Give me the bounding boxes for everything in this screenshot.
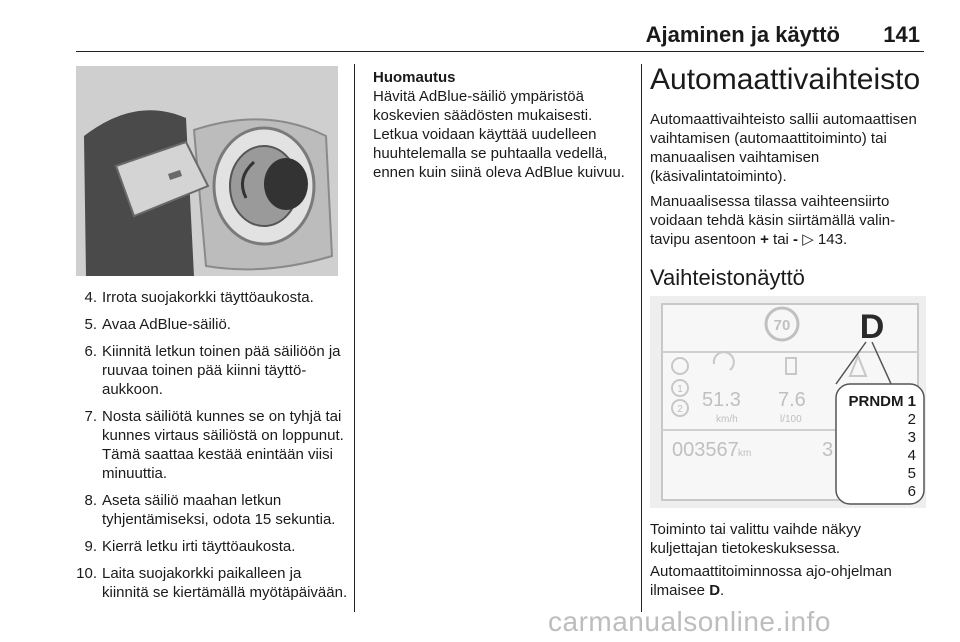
paragraph-manual-mode: Manuaalisessa tilassa vaihteensiirto voidaan tehdä käsin siirtämällä valintavipu asentoon + tai - ▷ 143. bbox=[650, 193, 896, 248]
paragraph-automatic-mode: Automaattitoiminnossa ajo-ohjelman ilmaisee D. bbox=[650, 563, 892, 599]
odometer-value: 003567 bbox=[672, 439, 739, 461]
list-item: 9. Kierrä letku irti täyttöaukosta. bbox=[84, 538, 296, 555]
column-divider-1 bbox=[354, 64, 355, 612]
page-reference-icon: ▷ bbox=[802, 231, 814, 248]
transmission-display-illustration bbox=[650, 296, 926, 508]
fuel-consumption-unit: l/100 bbox=[780, 414, 802, 425]
odometer-partial: 3 bbox=[822, 439, 834, 461]
list-item: 4. Irrota suojakorkki täyttöaukosta. bbox=[84, 289, 314, 306]
paragraph-intro: Automaattivaihteisto sallii automaattisen vaihtamisen (automaattitoiminto) tai manuaalisen vaihtamisen (käsivalintatoiminto). bbox=[650, 111, 917, 185]
list-item: 5. Avaa AdBlue-säiliö. bbox=[84, 316, 231, 333]
callout-gear-5: 5 bbox=[907, 465, 916, 482]
header-rule bbox=[76, 51, 924, 52]
note-title: Huomautus bbox=[373, 69, 456, 86]
column-divider-2 bbox=[641, 64, 642, 612]
steps-list bbox=[70, 288, 352, 610]
gear-indicator: D bbox=[859, 308, 885, 346]
watermark: carmanualsonline.info bbox=[548, 606, 831, 637]
callout-gear-4: 4 bbox=[907, 447, 916, 464]
trip-2-label: 2 bbox=[677, 404, 683, 415]
list-item: 8. Aseta säiliö maahan letkun tyhjentämiseksi, odota 15 sekuntia. bbox=[84, 492, 336, 528]
paragraph-display: Toiminto tai valittu vaihde näkyy kuljettajan tietokeskuksessa. bbox=[650, 521, 861, 557]
subsection-title: Vaihteistonäyttö bbox=[650, 265, 805, 290]
note-text: Hävitä AdBlue-säiliö ympäristöä koskevien säädösten mukaisesti. Letkua voidaan käyttää uudelleen huuhtelemalla se puhtaalla vedellä, ennen kuin siinä oleva AdBlue kuivuu. bbox=[373, 88, 625, 181]
callout-gear-2: 2 bbox=[907, 411, 916, 428]
fuel-consumption-value: 7.6 bbox=[778, 389, 806, 411]
callout-gear-modes: PRNDM 1 bbox=[848, 393, 916, 410]
average-speed-unit: km/h bbox=[716, 414, 738, 425]
note-box bbox=[373, 68, 635, 182]
adblue-filler-photo bbox=[76, 66, 338, 276]
average-speed-value: 51.3 bbox=[702, 389, 741, 411]
trip-1-label: 1 bbox=[677, 384, 683, 395]
list-item: 7. Nosta säiliötä kunnes se on tyhjä tai kunnes virtaus säiliöstä on loppunut. Tämä saattaa kestää enintään viisi minuuttia. bbox=[84, 408, 344, 482]
list-item: 6. Kiinnitä letkun toinen pää säiliöön ja ruuvaa toinen pää kiinni täyttöaukkoon. bbox=[84, 343, 341, 398]
running-header-title: Ajaminen ja käyttö bbox=[645, 22, 840, 47]
list-item: 10. Laita suojakorkki paikalleen ja kiinnitä se kiertämällä myötäpäivään. bbox=[76, 565, 348, 601]
callout-gear-6: 6 bbox=[907, 483, 916, 500]
page-number: 141 bbox=[883, 22, 920, 47]
section-title: Automaattivaihteisto bbox=[650, 63, 921, 96]
callout-gear-3: 3 bbox=[907, 429, 916, 446]
odometer-unit: km bbox=[738, 448, 752, 459]
speed-limit-value: 70 bbox=[773, 317, 791, 334]
